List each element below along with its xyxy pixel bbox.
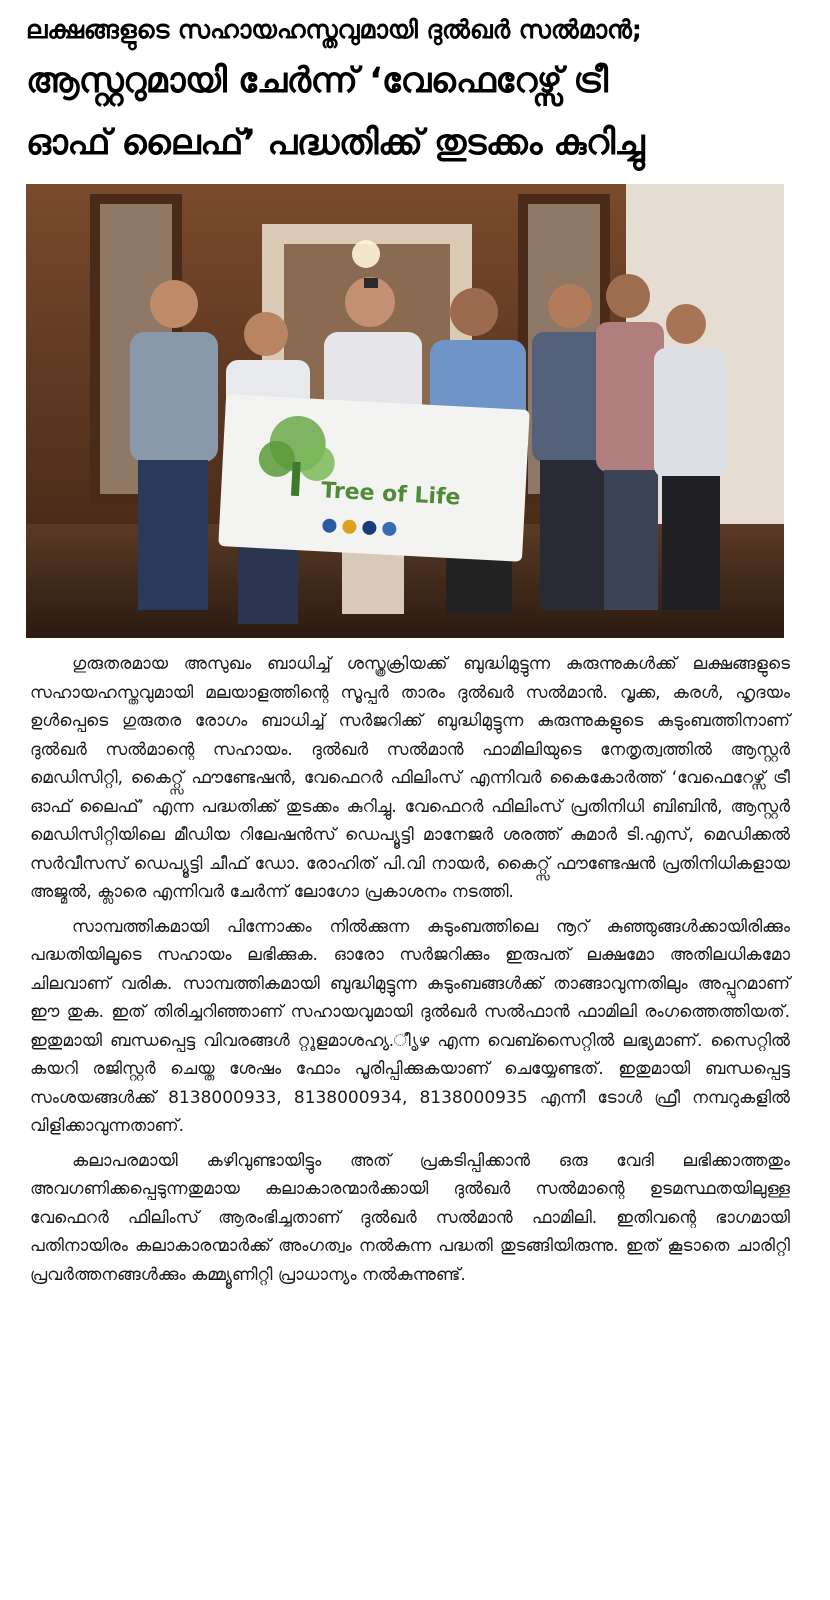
article-paragraph: കലാപരമായി കഴിവുണ്ടായിട്ടും അത് പ്രകടിപ്പിക്കാൻ ഒരു വേദി ലഭിക്കാത്തതും അവഗണിക്കപ്പെടുന്നതുമായ കലാകാരന്മാർക്കായി ദുൽഖർ സൽമാന്റെ ഉടമസ്ഥതയിലുള്ള വേഫെറർ ഫിലിംസ് ആരംഭിച്ചതാണ് ദുൽഖർ സൽമാൻ ഫാമിലി. ഇതിവന്റെ ഭാഗമായി പതിനായിരം കലാകാരന്മാർക്ക് അംഗത്വം നൽകുന്ന പദ്ധതി തുടങ്ങിയിരുന്നു. ഇത് കൂടാതെ ചാരിറ്റി പ്രവർത്തനങ്ങൾക്കും കമ്മ്യൂണിറ്റി പ്രാധാന്യം നൽകുന്നുണ്ട്. bbox=[30, 1150, 790, 1285]
headline-line-1: ലക്ഷങ്ങളുടെ സഹായഹസ്തവുമായി ദുൽഖർ സൽമാൻ; bbox=[26, 15, 642, 44]
board-text: Tree of Life bbox=[320, 478, 462, 511]
headline bbox=[26, 10, 806, 174]
tree-of-life-board bbox=[218, 394, 530, 562]
photo-illustration bbox=[26, 184, 784, 638]
headline-line-3: ഓഫ് ലൈഫ്’ പദ്ധതിക്ക് തുടക്കം കുറിച്ചു bbox=[26, 123, 645, 163]
article-paragraph: ഗുരുതരമായ അസുഖം ബാധിച്ച് ശസ്ത്രക്രിയക്ക് ബുദ്ധിമുട്ടുന്ന കുരുന്നുകൾക്ക് ലക്ഷങ്ങളുടെ സഹായഹസ്തവുമായി മലയാളത്തിന്റെ സൂപ്പർ താരം ദുൽഖർ സൽമാൻ. വൃക്ക, കരൾ, ഹൃദയം ഉൾപ്പെടെ ഗുരുതര രോഗം ബാധിച്ച് സർജറിക്ക് ബുദ്ധിമുട്ടുന്ന കുരുന്നുകളുടെ കുടുംബത്തിനാണ് ദുൽഖർ സൽമാന്റെ സഹായം. ദുൽഖർ സൽമാൻ ഫാമിലിയുടെ നേതൃത്വത്തിൽ ആസ്റ്റർ മെഡിസിറ്റി, കൈറ്റ്സ് ഫൗണ്ടേഷൻ, വേഫെറർ ഫിലിംസ് എന്നിവർ കൈകോർത്ത് ‘വേഫെറേഴ്സ് ട്രീ ഓഫ് ലൈഫ്’ എന്ന പദ്ധതിക്ക് തുടക്കം കുറിച്ചു. വേഫെറർ ഫിലിംസ് പ്രതിനിധി ബിബിൻ, ആസ്റ്റർ മെഡിസിറ്റിയിലെ മീഡിയ റിലേഷൻസ് ഡെപ്യൂട്ടി മാനേജർ ശരത്ത് കുമാർ ടി.എസ്, മെഡിക്കൽ സർവീസസ് ഡെപ്യൂട്ടി ചീഫ് ഡോ. രോഹിത് പി.വി നായർ, കൈറ്റ്സ് ഫൗണ്ടേഷൻ പ്രതിനിധികളായ അജ്മൽ, ക്ലാരെ എന്നിവർ ചേർന്ന് ലോഗോ പ്രകാശനം നടത്തി. bbox=[30, 654, 790, 902]
article-paragraph: സാമ്പത്തികമായി പിന്നോക്കം നിൽക്കുന്ന കുടുംബത്തിലെ നൂറ് കുഞ്ഞുങ്ങൾക്കായിരിക്കും പദ്ധതിയിലൂടെ സഹായം ലഭിക്കുക. ഓരോ സർജറിക്കും ഇരുപത് ലക്ഷമോ അതിലധികമോ ചിലവാണ് വരിക. സാമ്പത്തികമായി ബുദ്ധിമുട്ടുന്ന കുടുംബങ്ങൾക്ക് താങ്ങാവുന്നതിലും അപ്പുറമാണ് ഈ തുക. ഇത് തിരിച്ചറിഞ്ഞാണ് സഹായവുമായി ദുൽഖർ സൽഫാൻ ഫാമിലി രംഗത്തെത്തിയത്. ഇതുമായി ബന്ധപ്പെട്ട വിവരങ്ങൾ റ്റൂളമാശഹ്യ.ീൃഴ എന്ന വെബ്സൈറ്റിൽ ലഭ്യമാണ്. സൈറ്റിൽ കയറി രജിസ്റ്റർ ചെയ്ത ശേഷം ഫോം പൂരിപ്പിക്കുകയാണ് ചെയ്യേണ്ടത്. ഇതുമായി ബന്ധപ്പെട്ട സംശയങ്ങൾക്ക് 8138000933, 8138000934, 8138000935 എന്നീ ടോൾ ഫ്രീ നമ്പറുകളിൽ വിളിക്കാവുന്നതാണ്. bbox=[30, 916, 790, 1136]
article-body bbox=[30, 650, 790, 1289]
news-photo bbox=[26, 184, 784, 638]
headline-line-2: ആസ്റ്ററുമായി ചേർന്ന് ‘വേഫെറേഴ്സ് ട്രീ bbox=[26, 61, 608, 101]
